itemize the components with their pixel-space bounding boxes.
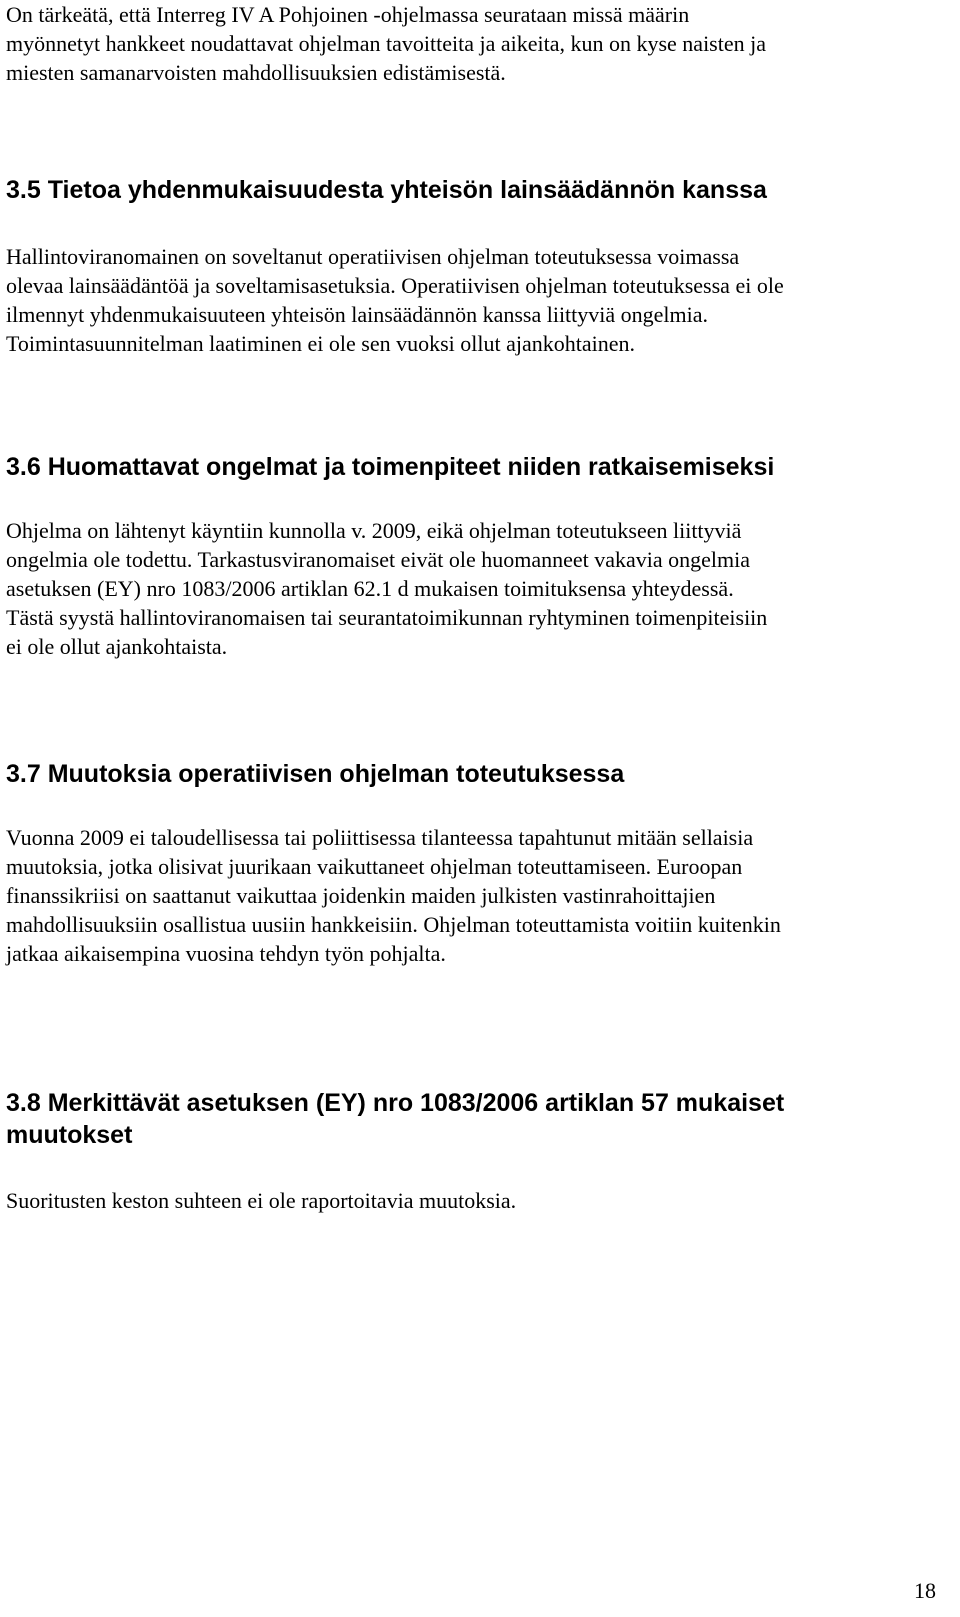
section-3-8-paragraph xyxy=(6,1186,936,1215)
text-line: ilmennyt yhdenmukaisuuteen yhteisön lainsäädännön kanssa liittyviä ongelmia. xyxy=(6,302,709,327)
text-line: Vuonna 2009 ei taloudellisessa tai poliittisessa tilanteessa tapahtunut mitään sellaisia xyxy=(6,825,754,850)
text-line: jatkaa aikaisempina vuosina tehdyn työn pohjalta. xyxy=(6,941,446,966)
text-line: finanssikriisi on saattanut vaikuttaa joidenkin maiden julkisten vastinrahoittajien xyxy=(6,883,716,908)
section-3-7-heading: 3.7 Muutoksia operatiivisen ohjelman toteutuksessa xyxy=(6,760,625,788)
text-line: asetuksen (EY) nro 1083/2006 artiklan 62.1 d mukaisen toimituksensa yhteydessä. xyxy=(6,576,734,601)
text-line: miesten samanarvoisten mahdollisuuksien edistämisestä. xyxy=(6,60,506,85)
page-number: 18 xyxy=(914,1578,936,1603)
text-line: On tärkeätä, että Interreg IV A Pohjoinen -ohjelmassa seurataan missä määrin xyxy=(6,2,690,27)
text-line: Hallintoviranomainen on soveltanut operatiivisen ohjelman toteutuksessa voimassa xyxy=(6,244,740,269)
section-3-8-heading: 3.8 Merkittävät asetuksen (EY) nro 1083/2006 artiklan 57 mukaiset muutokset xyxy=(6,1089,785,1149)
section-3-5-paragraph xyxy=(6,242,936,358)
text-line: mahdollisuuksiin osallistua uusiin hankkeisiin. Ohjelman toteuttamista voitiin kuitenkin xyxy=(6,912,781,937)
text-line: Toimintasuunnitelman laatiminen ei ole sen vuoksi ollut ajankohtainen. xyxy=(6,331,635,356)
section-3-6-paragraph xyxy=(6,516,936,661)
text-line: ongelmia ole todettu. Tarkastusviranomaiset eivät ole huomanneet vakavia ongelmia xyxy=(6,547,750,572)
text-line: Tästä syystä hallintoviranomaisen tai seurantatoimikunnan ryhtyminen toimenpiteisiin xyxy=(6,605,768,630)
text-line: ei ole ollut ajankohtaista. xyxy=(6,634,228,659)
text-line: Ohjelma on lähtenyt käyntiin kunnolla v. 2009, eikä ohjelman toteutukseen liittyviä xyxy=(6,518,742,543)
text-line: myönnetyt hankkeet noudattavat ohjelman tavoitteita ja aikeita, kun on kyse naisten ja xyxy=(6,31,766,56)
section-3-7-paragraph xyxy=(6,823,936,968)
intro-paragraph xyxy=(6,0,936,87)
section-3-6-heading: 3.6 Huomattavat ongelmat ja toimenpiteet niiden ratkaisemiseksi xyxy=(6,453,775,481)
text-line: olevaa lainsäädäntöä ja soveltamisasetuksia. Operatiivisen ohjelman toteutuksessa ei ole xyxy=(6,273,784,298)
text-line: Suoritusten keston suhteen ei ole raportoitavia muutoksia. xyxy=(6,1188,517,1213)
text-line: muutoksia, jotka olisivat juurikaan vaikuttaneet ohjelman toteuttamiseen. Euroopan xyxy=(6,854,743,879)
section-3-5-heading: 3.5 Tietoa yhdenmukaisuudesta yhteisön lainsäädännön kanssa xyxy=(6,176,767,204)
